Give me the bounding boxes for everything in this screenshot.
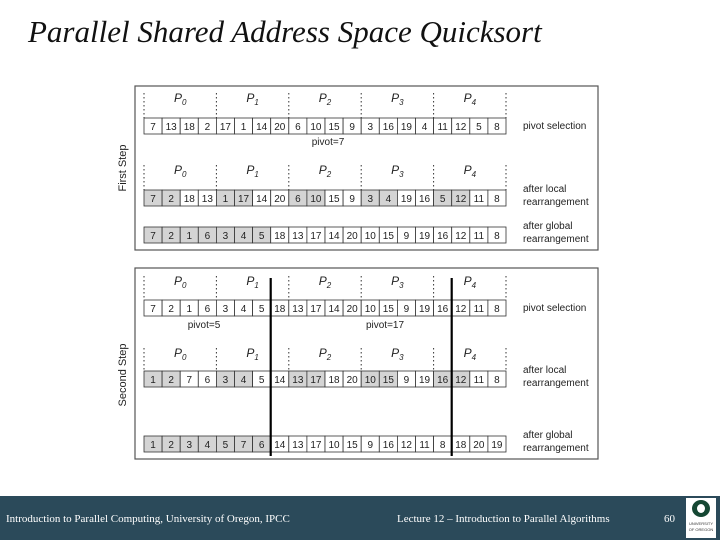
cell-value: 19: [491, 440, 503, 451]
pivot-note: pivot=5: [187, 320, 221, 331]
processor-index: 0: [181, 98, 187, 107]
cell-value: 20: [346, 231, 358, 242]
cell-value: 18: [183, 122, 195, 133]
pivot-note: pivot=7: [311, 137, 345, 148]
processor-label: $P_2$: [318, 91, 332, 107]
cell-value: 15: [346, 440, 358, 451]
cell-value: 8: [494, 231, 500, 242]
cell-value: 14: [328, 304, 340, 315]
cell-value: 10: [310, 194, 322, 205]
cell-value: 10: [328, 440, 340, 451]
cell-value: 9: [349, 122, 355, 133]
processor-label: $P_2$: [318, 163, 332, 179]
cell-value: 5: [439, 194, 446, 205]
cell-value: 16: [437, 304, 449, 315]
processor-label: $P_4$: [463, 346, 477, 362]
row-caption: rearrangement: [523, 443, 589, 454]
cell-value: 20: [274, 194, 286, 205]
page-number: 60: [664, 513, 675, 525]
cell-value: 8: [494, 194, 500, 205]
cell-value: 2: [204, 122, 211, 133]
processor-index: 3: [399, 170, 404, 179]
cell-value: 6: [258, 440, 265, 451]
cell-value: 8: [494, 304, 500, 315]
row-caption: pivot selection: [523, 121, 587, 132]
cell-value: 11: [473, 231, 485, 242]
cell-value: 12: [455, 231, 467, 242]
processor-label: $P_2$: [318, 346, 332, 362]
cell-value: 6: [204, 231, 211, 242]
cell-value: 18: [274, 231, 286, 242]
cell-value: 19: [418, 304, 431, 315]
cell-value: 5: [476, 122, 482, 133]
cell-value: 10: [310, 122, 322, 133]
processor-index: 1: [254, 353, 259, 362]
cell-value: 14: [256, 122, 268, 133]
cell-value: 12: [455, 122, 467, 133]
processor-label: $P_3$: [391, 91, 404, 107]
cell-value: 7: [186, 375, 193, 386]
cell-value: 11: [419, 440, 430, 451]
processor-index: 2: [326, 353, 332, 362]
cell-value: 19: [418, 231, 431, 242]
cell-value: 1: [150, 440, 156, 451]
processor-index: 2: [326, 170, 332, 179]
processor-index: 4: [471, 281, 477, 290]
cell-value: 20: [473, 440, 485, 451]
cell-value: 1: [186, 304, 193, 315]
cell-value: 16: [437, 375, 449, 386]
cell-value: 16: [382, 440, 394, 451]
processor-index: 4: [471, 170, 477, 179]
footer-bar: [0, 496, 720, 540]
cell-value: 7: [150, 194, 156, 205]
processor-index: 0: [181, 170, 187, 179]
cell-value: 3: [222, 375, 229, 386]
row-caption: after local: [523, 365, 567, 376]
cell-value: 2: [168, 375, 174, 386]
cell-value: 18: [328, 375, 340, 386]
cell-value: 4: [240, 375, 247, 386]
cell-value: 1: [186, 231, 193, 242]
cell-value: 17: [219, 122, 232, 133]
processor-index: 0: [181, 353, 187, 362]
processor-label: $P_4$: [463, 274, 477, 290]
logo-o-icon: [692, 500, 710, 517]
cell-value: 9: [367, 440, 374, 451]
processor-label: $P_3$: [391, 274, 404, 290]
cell-value: 7: [240, 440, 247, 451]
cell-value: 11: [473, 194, 485, 205]
cell-value: 5: [258, 375, 265, 386]
cell-value: 15: [328, 194, 340, 205]
cell-value: 19: [400, 122, 413, 133]
cell-value: 2: [168, 231, 174, 242]
cell-value: 12: [455, 375, 467, 386]
processor-index: 3: [399, 353, 404, 362]
cell-value: 13: [292, 231, 304, 242]
first-step-label: First Step: [117, 144, 129, 192]
processor-label: $P_4$: [463, 163, 477, 179]
cell-value: 19: [418, 375, 431, 386]
second-step-label: Second Step: [117, 343, 129, 407]
cell-value: 7: [150, 304, 156, 315]
cell-value: 17: [310, 231, 322, 242]
cell-value: 19: [400, 194, 413, 205]
cell-value: 1: [222, 194, 229, 205]
processor-label: $P_0$: [173, 274, 187, 290]
cell-value: 16: [418, 194, 431, 205]
cell-value: 18: [183, 194, 195, 205]
processor-index: 1: [254, 281, 259, 290]
cell-value: 14: [256, 194, 268, 205]
processor-label: $P_1$: [246, 274, 259, 290]
cell-value: 3: [186, 440, 193, 451]
cell-value: 12: [400, 440, 413, 451]
cell-value: 3: [222, 304, 229, 315]
processor-label: $P_3$: [391, 163, 404, 179]
processor-index: 4: [471, 98, 477, 107]
processor-index: 2: [326, 281, 332, 290]
cell-value: 15: [382, 231, 394, 242]
cell-value: 15: [328, 122, 340, 133]
cell-value: 6: [295, 194, 301, 205]
processor-label: $P_1$: [246, 346, 259, 362]
processor-index: 1: [254, 98, 259, 107]
cell-value: 6: [204, 304, 211, 315]
cell-value: 4: [421, 122, 428, 133]
cell-value: 10: [364, 304, 376, 315]
cell-value: 18: [274, 304, 286, 315]
cell-value: 16: [437, 231, 449, 242]
cell-value: 5: [258, 304, 265, 315]
processor-index: 1: [254, 170, 259, 179]
processor-label: $P_0$: [173, 163, 187, 179]
cell-value: 6: [204, 375, 211, 386]
cell-value: 13: [165, 122, 177, 133]
row-caption: after global: [523, 430, 573, 441]
processor-index: 0: [181, 281, 187, 290]
cell-value: 4: [240, 304, 247, 315]
cell-value: 20: [346, 375, 358, 386]
cell-value: 17: [237, 194, 250, 205]
cell-value: 5: [222, 440, 229, 451]
pivot-note: pivot=17: [365, 320, 405, 331]
processor-label: $P_2$: [318, 274, 332, 290]
processor-label: $P_3$: [391, 346, 404, 362]
logo-line-2: OF OREGON: [688, 527, 714, 532]
cell-value: 5: [258, 231, 265, 242]
cell-value: 7: [150, 231, 156, 242]
processor-label: $P_0$: [173, 346, 187, 362]
processor-index: 3: [399, 281, 404, 290]
slide-title: Parallel Shared Address Space Quicksort: [28, 14, 542, 49]
cell-value: 14: [274, 375, 286, 386]
cell-value: 10: [364, 375, 376, 386]
cell-value: 20: [346, 304, 358, 315]
cell-value: 18: [455, 440, 467, 451]
row-caption: rearrangement: [523, 378, 589, 389]
row-caption: rearrangement: [523, 197, 589, 208]
row-caption: after global: [523, 221, 573, 232]
processor-label: $P_4$: [463, 91, 477, 107]
cell-value: 17: [310, 304, 322, 315]
cell-value: 9: [403, 375, 410, 386]
cell-value: 20: [274, 122, 286, 133]
cell-value: 15: [382, 304, 394, 315]
footer-lecture: Lecture 12 – Introduction to Parallel Algorithms: [397, 513, 610, 525]
cell-value: 13: [292, 304, 304, 315]
cell-value: 7: [150, 122, 156, 133]
cell-value: 9: [403, 304, 410, 315]
row-caption: after local: [523, 184, 567, 195]
cell-value: 12: [455, 304, 467, 315]
cell-value: 3: [367, 122, 374, 133]
cell-value: 11: [473, 375, 485, 386]
logo-line-1: UNIVERSITY: [688, 521, 713, 526]
cell-value: 12: [455, 194, 467, 205]
processor-label: $P_1$: [246, 91, 259, 107]
cell-value: 17: [310, 375, 322, 386]
processor-index: 2: [326, 98, 332, 107]
cell-value: 9: [403, 231, 410, 242]
cell-value: 16: [382, 122, 394, 133]
cell-value: 14: [328, 231, 340, 242]
cell-value: 11: [473, 304, 485, 315]
cell-value: 8: [494, 122, 500, 133]
cell-value: 4: [240, 231, 247, 242]
cell-value: 2: [168, 304, 174, 315]
processor-index: 3: [399, 98, 404, 107]
cell-value: 6: [295, 122, 301, 133]
cell-value: 15: [382, 375, 394, 386]
processor-index: 4: [471, 353, 477, 362]
cell-value: 17: [310, 440, 322, 451]
processor-label: $P_1$: [246, 163, 259, 179]
cell-value: 2: [168, 194, 174, 205]
cell-value: 14: [274, 440, 286, 451]
cell-value: 9: [349, 194, 355, 205]
row-caption: rearrangement: [523, 234, 589, 245]
cell-value: 1: [240, 122, 247, 133]
cell-value: 10: [364, 231, 376, 242]
cell-value: 8: [439, 440, 446, 451]
cell-value: 13: [292, 375, 304, 386]
processor-label: $P_0$: [173, 91, 187, 107]
cell-value: 13: [292, 440, 304, 451]
cell-value: 4: [385, 194, 392, 205]
cell-value: 8: [494, 375, 500, 386]
cell-value: 1: [150, 375, 156, 386]
cell-value: 3: [222, 231, 229, 242]
cell-value: 13: [201, 194, 213, 205]
cell-value: 4: [204, 440, 211, 451]
cell-value: 11: [437, 122, 448, 133]
cell-value: 3: [367, 194, 374, 205]
row-caption: pivot selection: [523, 303, 587, 314]
footer-course: Introduction to Parallel Computing, University of Oregon, IPCC: [6, 513, 290, 525]
cell-value: 2: [168, 440, 174, 451]
